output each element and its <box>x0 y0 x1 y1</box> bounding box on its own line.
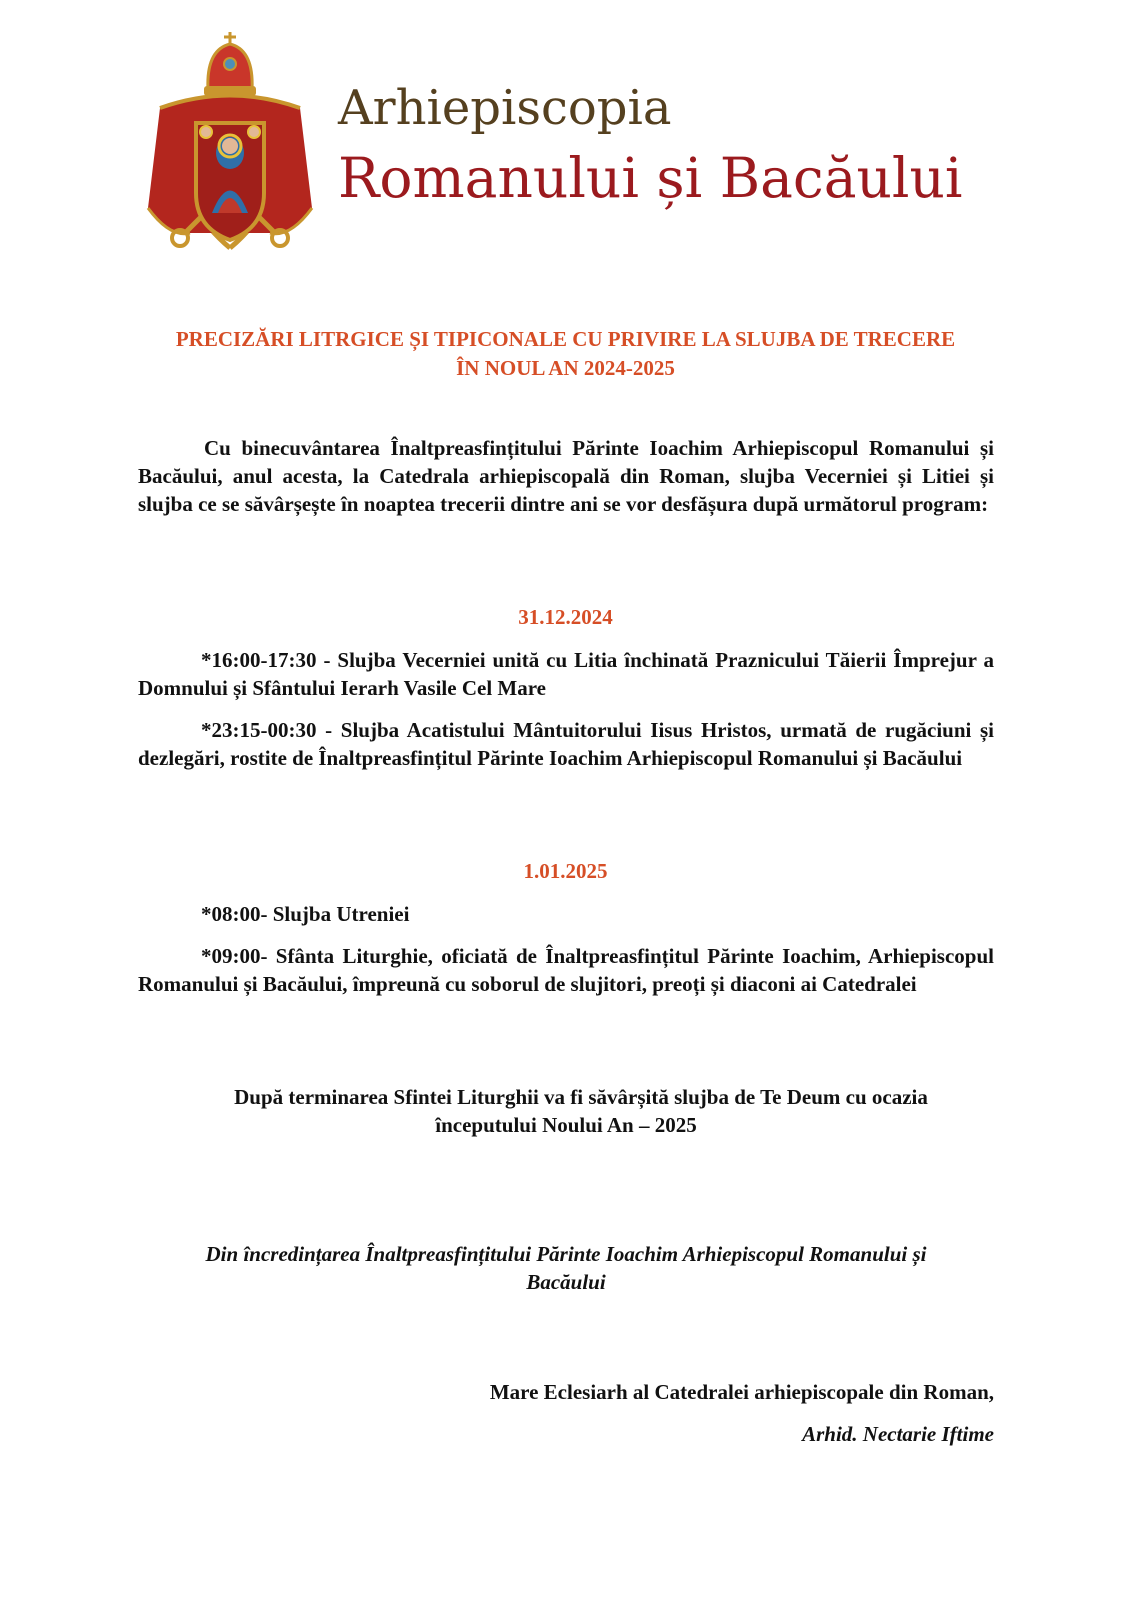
closing-note <box>138 1083 994 1139</box>
schedule-item: *09:00- Sfânta Liturghie, oficiată de Înaltpreasfințitul Părinte Ioachim, Arhiepiscopul Romanului și Bacăului, împreună cu soborul de slujitori, preoți și diaconi ai Catedralei <box>138 944 994 996</box>
mandate-line-2: Bacăului <box>526 1270 606 1294</box>
signature-role: Mare Eclesiarh al Catedralei arhiepiscopale din Roman, <box>489 1380 994 1404</box>
document-title <box>120 325 1011 383</box>
signature-name: Arhid. Nectarie Iftime <box>802 1422 994 1446</box>
brand-line-1: Arhiepiscopia <box>338 80 672 136</box>
title-line-2: ÎN NOUL AN 2024-2025 <box>456 356 675 380</box>
closing-line-2: începutului Noului An – 2025 <box>435 1113 697 1137</box>
mandate-line-1: Din încredințarea Înaltpreasfințitului Părinte Ioachim Arhiepiscopul Romanului și <box>205 1242 927 1266</box>
schedule-item: *23:15-00:30 - Slujba Acatistului Mântuitorului Iisus Hristos, urmată de rugăciuni și dezlegări, rostite de Înaltpreasfințitul Părinte Ioachim Arhiepiscopul Romanului și Bacăului <box>138 718 994 770</box>
schedule-date-2: 1.01.2025 <box>523 859 608 883</box>
schedule-item: *16:00-17:30 - Slujba Vecerniei unită cu Litia închinată Praznicului Tăierii Împrejur a Domnului și Sfântului Ierarh Vasile Cel Mare <box>138 648 994 700</box>
header <box>140 28 1000 268</box>
schedule-date-1: 31.12.2024 <box>518 605 613 629</box>
brand-line-2: Romanului și Bacăului <box>338 146 963 210</box>
title-line-1: PRECIZĂRI LITRGICE ȘI TIPICONALE CU PRIVIRE LA SLUJBA DE TRECERE <box>175 327 956 351</box>
archdiocese-brand <box>338 78 998 212</box>
intro-paragraph: Cu binecuvântarea Înaltpreasfințitului Părinte Ioachim Arhiepiscopul Romanului și Bacăului, anul acesta, la Catedrala arhiepiscopală din Roman, slujba Vecerniei și Litiei și slujba ce se săvârșește în noaptea trecerii dintre ani se vor desfășura după următorul program: <box>138 436 994 516</box>
coat-of-arms-logo <box>140 28 320 268</box>
closing-line-1: După terminarea Sfintei Liturghii va fi săvârșită slujba de Te Deum cu ocazia <box>234 1085 928 1109</box>
mandate-note <box>138 1240 994 1296</box>
schedule-item: *08:00- Slujba Utreniei <box>201 902 410 926</box>
